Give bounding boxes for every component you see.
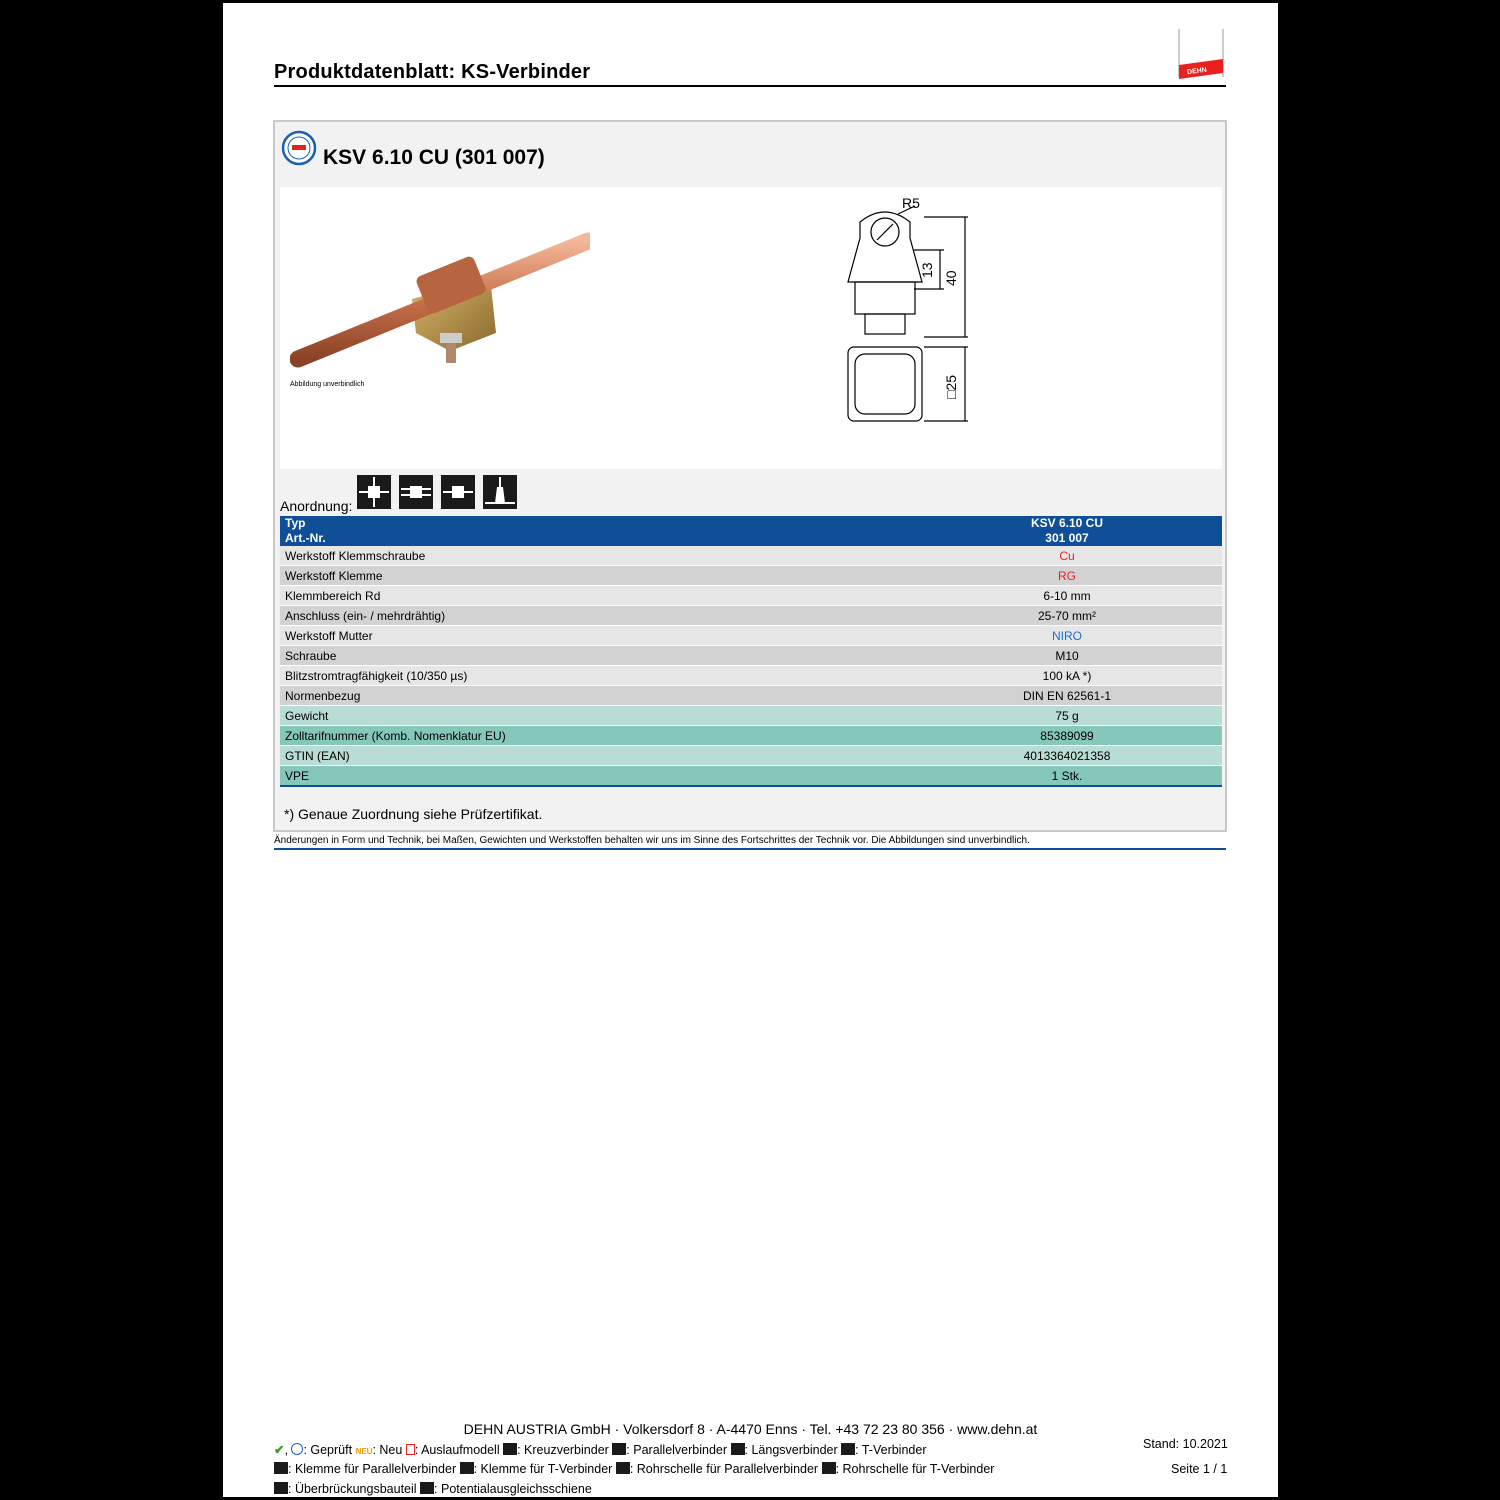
disclaimer-rule — [274, 848, 1226, 850]
legend-line-2 — [274, 1462, 994, 1476]
legend-busbar: : Potentialausgleichsschiene — [434, 1482, 592, 1496]
table-row — [280, 646, 1222, 666]
table-row — [280, 586, 1222, 606]
row-label: Schraube — [280, 646, 912, 666]
document-title: Produktdatenblatt: KS-Verbinder — [274, 61, 591, 83]
header-value: 301 007 — [912, 531, 1222, 546]
legend-line-1: ✔, : Geprüft NEU: Neu : Auslaufmodell : Kreuzverbinder : Parallelverbinder : Längsverbinder : T-Verbinder — [274, 1443, 927, 1457]
footnote: *) Genaue Zuordnung siehe Prüfzertifikat. — [284, 806, 543, 822]
parallel-connector-icon — [399, 475, 433, 509]
product-card — [273, 120, 1227, 832]
svg-text:40: 40 — [943, 270, 959, 286]
row-value: M10 — [912, 646, 1222, 666]
row-value: DIN EN 62561-1 — [912, 686, 1222, 706]
table-row — [280, 686, 1222, 706]
legend-clamp-t: : Klemme für T-Verbinder — [473, 1462, 613, 1476]
arrangement-label: Anordnung: — [280, 498, 353, 514]
legend-longitudinal: : Längsverbinder — [744, 1443, 838, 1457]
product-title: KSV 6.10 CU (301 007) — [323, 146, 545, 169]
table-row — [280, 566, 1222, 586]
revision-date: Stand: 10.2021 — [1143, 1437, 1228, 1451]
row-value: 4013364021358 — [912, 746, 1222, 766]
row-label: Werkstoff Klemmschraube — [280, 546, 912, 566]
row-value: 1 Stk. — [912, 766, 1222, 787]
legend-cross: : Kreuzverbinder — [517, 1443, 609, 1457]
clamp-t-icon — [460, 1462, 474, 1474]
disclaimer: Änderungen in Form und Technik, bei Maßen, Gewichten und Werkstoffen behalten wir uns im Sinne des Fortschrittes der Technik vor. Die Abbildungen sind unverbindlich. — [274, 835, 1030, 846]
legend-pipe-parallel: : Rohrschelle für Parallelverbinder — [629, 1462, 819, 1476]
table-row — [280, 666, 1222, 686]
table-row — [280, 626, 1222, 646]
legend-pipe-t: : Rohrschelle für T-Verbinder — [835, 1462, 995, 1476]
row-value: 100 kA *) — [912, 666, 1222, 686]
table-row — [280, 546, 1222, 566]
longitudinal-connector-icon — [441, 475, 475, 509]
dehn-logo — [1177, 29, 1225, 79]
table-row — [280, 746, 1222, 766]
row-value: NIRO — [912, 626, 1222, 646]
spec-table — [280, 516, 1222, 787]
clamp-parallel-icon — [274, 1462, 288, 1474]
legend-line-3 — [274, 1482, 592, 1496]
t-connector-small-icon — [841, 1443, 855, 1455]
title-rule — [274, 85, 1226, 87]
header-label: Art.-Nr. — [280, 531, 912, 546]
row-label: Werkstoff Klemme — [280, 566, 912, 586]
header-value: KSV 6.10 CU — [912, 516, 1222, 531]
dimension-drawing — [840, 192, 980, 432]
legend-t: : T-Verbinder — [855, 1443, 927, 1457]
product-media — [280, 187, 1222, 469]
t-connector-icon — [483, 475, 517, 509]
pipe-clamp-parallel-icon — [616, 1462, 630, 1474]
cross-connector-icon — [357, 475, 391, 509]
row-label: Gewicht — [280, 706, 912, 726]
table-row — [280, 606, 1222, 626]
row-value: Cu — [912, 546, 1222, 566]
busbar-icon — [420, 1482, 434, 1494]
legend-parallel: : Parallelverbinder — [626, 1443, 728, 1457]
pipe-clamp-t-icon — [822, 1462, 836, 1474]
cross-connector-small-icon — [503, 1443, 517, 1455]
row-label: Normenbezug — [280, 686, 912, 706]
svg-text:13: 13 — [919, 262, 935, 278]
discontinued-icon — [406, 1444, 415, 1455]
company-address: DEHN AUSTRIA GmbH · Volkersdorf 8 · A-4470 Enns · Tel. +43 72 23 80 356 · www.dehn.at — [463, 1421, 1038, 1437]
row-label: GTIN (EAN) — [280, 746, 912, 766]
image-caption: Abbildung unverbindlich — [290, 381, 365, 388]
row-label: Werkstoff Mutter — [280, 626, 912, 646]
checked-badge-icon — [281, 130, 317, 166]
parallel-connector-small-icon — [612, 1443, 626, 1455]
svg-text:R5: R5 — [902, 195, 920, 211]
checked-seal-icon — [291, 1443, 303, 1455]
table-row — [280, 706, 1222, 726]
row-label: Zolltarifnummer (Komb. Nomenklatur EU) — [280, 726, 912, 746]
table-row — [280, 766, 1222, 787]
legend-checked: : Geprüft — [303, 1443, 353, 1457]
svg-text:DEHN: DEHN — [1186, 66, 1208, 77]
product-photo — [290, 229, 590, 384]
row-value: 85389099 — [912, 726, 1222, 746]
legend-new: : Neu — [372, 1443, 403, 1457]
datasheet-page — [223, 3, 1278, 1497]
bridging-component-icon — [274, 1482, 288, 1494]
row-label: Anschluss (ein- / mehrdrähtig) — [280, 606, 912, 626]
legend-bridge: : Überbrückungsbauteil — [288, 1482, 417, 1496]
header-label: Typ — [280, 516, 912, 531]
legend-clamp-parallel: : Klemme für Parallelverbinder — [288, 1462, 457, 1476]
row-value: 6-10 mm — [912, 586, 1222, 606]
table-row — [280, 726, 1222, 746]
table-header-row — [280, 531, 1222, 546]
row-label: VPE — [280, 766, 912, 787]
new-badge-icon: NEU — [355, 1447, 373, 1456]
row-value: RG — [912, 566, 1222, 586]
svg-text:□25: □25 — [943, 374, 959, 399]
longitudinal-connector-small-icon — [731, 1443, 745, 1455]
row-label: Blitzstromtragfähigkeit (10/350 µs) — [280, 666, 912, 686]
page-number: Seite 1 / 1 — [1171, 1462, 1228, 1476]
row-value: 75 g — [912, 706, 1222, 726]
row-value: 25-70 mm² — [912, 606, 1222, 626]
checkmark-icon: ✔ — [274, 1443, 285, 1457]
table-header-row — [280, 516, 1222, 531]
row-label: Klemmbereich Rd — [280, 586, 912, 606]
legend-discontinued: : Auslaufmodell — [414, 1443, 500, 1457]
